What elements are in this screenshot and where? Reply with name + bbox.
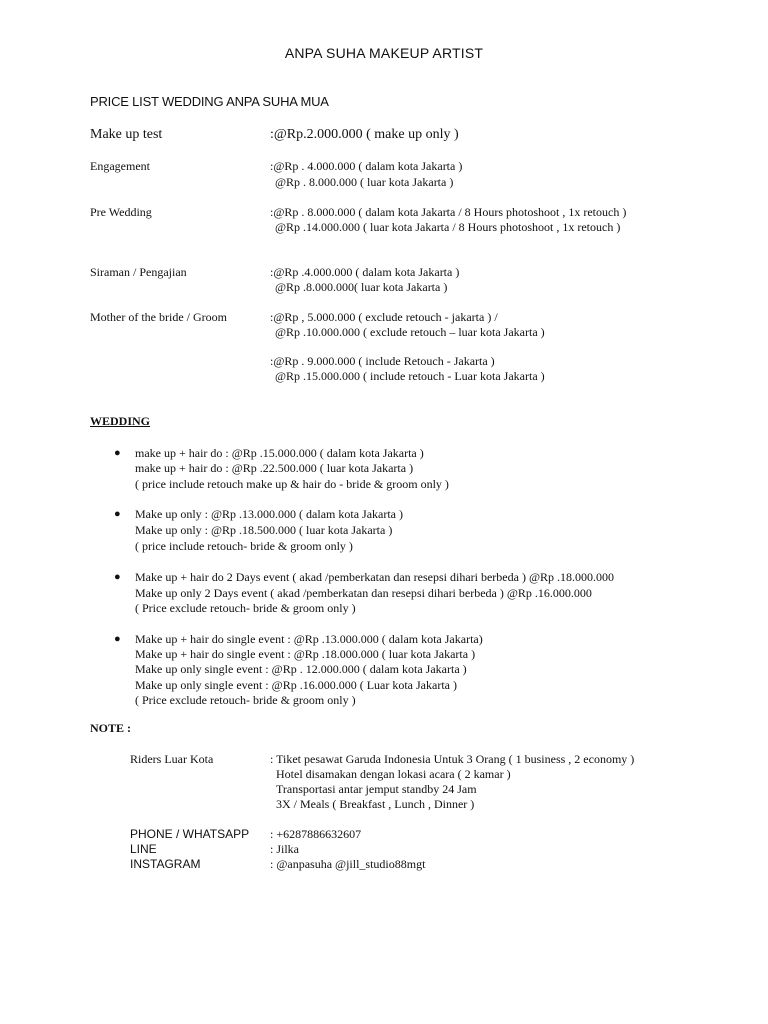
wedding-line: make up + hair do : @Rp .22.500.000 ( luar kota Jakarta ) [135,461,414,475]
note-heading: NOTE : [90,721,132,735]
service-price-line: @Rp .8.000.000( luar kota Jakarta ) [275,280,448,294]
service-price-line: @Rp .10.000.000 ( exclude retouch – luar kota Jakarta ) [275,325,545,339]
riders-line: Hotel disamakan dengan lokasi acara ( 2 kamar ) [276,767,511,781]
wedding-line: Make up + hair do single event : @Rp .18.000.000 ( luar kota Jakarta ) [135,647,476,661]
wedding-line: make up + hair do : @Rp .15.000.000 ( dalam kota Jakarta ) [135,446,424,460]
service-price-line: :@Rp .4.000.000 ( dalam kota Jakarta ) [270,265,460,279]
service-price-line: :@Rp . 9.000.000 ( include Retouch - Jakarta ) [270,354,495,368]
contact-value-phone: : +6287886632607 [270,827,362,841]
wedding-line: ( price include retouch- bride & groom only ) [135,539,353,553]
service-price-line: :@Rp , 5.000.000 ( exclude retouch - jakarta ) / [270,310,498,324]
service-price-line: :@Rp.2.000.000 ( make up only ) [270,127,459,142]
contact-label-phone: PHONE / WHATSAPP [130,827,250,841]
bullet-icon: ● [114,571,121,583]
wedding-line: Make up only : @Rp .18.500.000 ( luar kota Jakarta ) [135,523,393,537]
wedding-line: ( Price exclude retouch- bride & groom only ) [135,601,356,615]
bullet-icon: ● [114,447,121,459]
wedding-line: ( price include retouch make up & hair do - bride & groom only ) [135,477,449,491]
service-label-siraman-pengajian: Siraman / Pengajian [90,265,187,279]
wedding-heading: WEDDING [90,414,151,428]
service-price-line: @Rp .14.000.000 ( luar kota Jakarta / 8 Hours photoshoot , 1x retouch ) [275,220,621,234]
wedding-line: ( Price exclude retouch- bride & groom only ) [135,693,356,707]
wedding-line: Make up only : @Rp .13.000.000 ( dalam kota Jakarta ) [135,507,403,521]
contact-value-instagram: : @anpasuha @jill_studio88mgt [270,857,426,871]
document-title: ANPA SUHA MAKEUP ARTIST [284,45,484,61]
service-price-line: :@Rp . 4.000.000 ( dalam kota Jakarta ) [270,159,463,173]
contact-label-instagram: INSTAGRAM [130,857,201,871]
bullet-icon: ● [114,508,121,520]
bullet-icon: ● [114,633,121,645]
wedding-line: Make up only single event : @Rp . 12.000.000 ( dalam kota Jakarta ) [135,662,467,676]
price-list-heading: PRICE LIST WEDDING ANPA SUHA MUA [90,94,329,109]
service-label-mother-of-bride-groom: Mother of the bride / Groom [90,310,227,324]
service-label-engagement: Engagement [90,159,150,173]
riders-label: Riders Luar Kota [130,752,214,766]
service-label-pre-wedding: Pre Wedding [90,205,152,219]
riders-line: 3X / Meals ( Breakfast , Lunch , Dinner ) [276,797,475,811]
contact-label-line: LINE [130,842,157,856]
riders-line: Transportasi antar jemput standby 24 Jam [276,782,477,796]
riders-line: : Tiket pesawat Garuda Indonesia Untuk 3 Orang ( 1 business , 2 economy ) [270,752,635,766]
contact-value-line: : Jilka [270,842,299,856]
wedding-line: Make up only 2 Days event ( akad /pemberkatan dan resepsi dihari berbeda ) @Rp .16.000.000 [135,586,592,600]
service-price-line: :@Rp . 8.000.000 ( dalam kota Jakarta / 8 Hours photoshoot , 1x retouch ) [270,205,627,219]
service-price-line: @Rp . 8.000.000 ( luar kota Jakarta ) [275,175,454,189]
service-price-line: @Rp .15.000.000 ( include retouch - Luar kota Jakarta ) [275,369,545,383]
service-label-make-up-test: Make up test [90,127,163,142]
wedding-line: Make up + hair do single event : @Rp .13.000.000 ( dalam kota Jakarta) [135,632,483,646]
wedding-line: Make up only single event : @Rp .16.000.000 ( Luar kota Jakarta ) [135,678,457,692]
wedding-line: Make up + hair do 2 Days event ( akad /pemberkatan dan resepsi dihari berbeda ) @Rp .18.000.000 [135,570,615,584]
